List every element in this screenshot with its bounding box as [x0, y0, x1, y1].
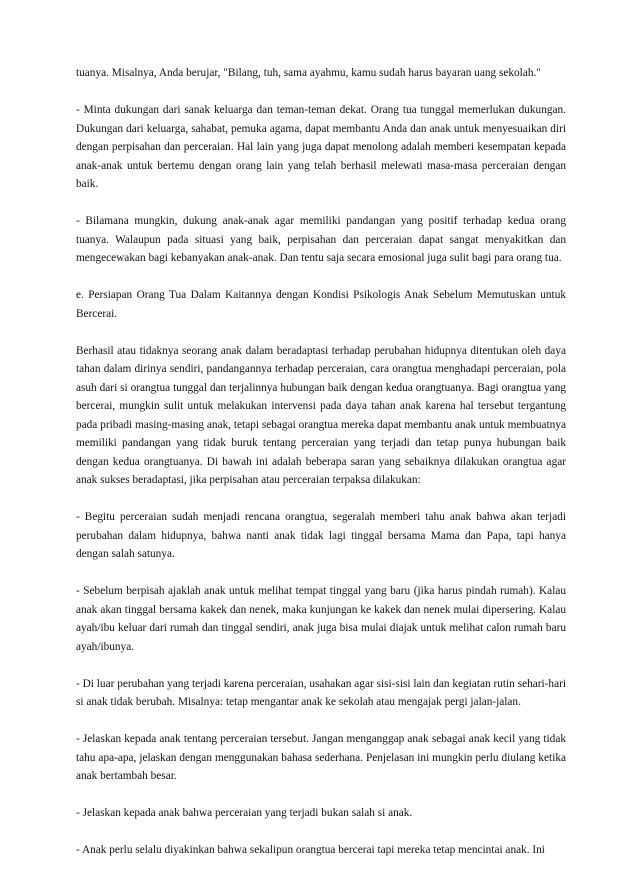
paragraph-continuation: tuanya. Misalnya, Anda berujar, "Bilang, tuh, sama ayahmu, kamu sudah harus bayaran uang sekolah." [76, 67, 541, 79]
paragraph-not-childs-fault: - Jelaskan kepada anak bahwa perceraian yang terjadi bukan salah si anak. [76, 807, 413, 819]
paragraph-new-home: - Sebelum berpisah ajaklah anak untuk melihat tempat tinggal yang baru (jika harus pindah rumah). Kalau anak akan tinggal bersama kakek dan nenek, maka kunjungan ke kakek dan nenek mulai dipersering. Kalau ayah/ibu keluar dari rumah dan tinggal sendiri, anak juga bisa mulai diajak untuk melihat calon rumah baru ayah/ibunya. [76, 585, 566, 653]
paragraph-adaptation: Berhasil atau tidaknya seorang anak dalam beradaptasi terhadap perubahan hidupnya ditentukan oleh daya tahan dalam dirinya sendiri, pandangannya terhadap perceraian, cara orangtua menghadapi perceraian, pola asuh dari si orangtua tunggal dan terjalinnya hubungan baik dengan kedua orangtuanya. Bagi orangtua yang bercerai, mungkin sulit untuk melakukan intervensi pada daya tahan anak karena hal tersebut tergantung pada pribadi masing-masing anak, tetapi sebagai orangtua mereka dapat membantu anak untuk membuatnya memiliki pandangan yang tidak buruk tentang perceraian yang terjadi dan tetap punya hubungan baik dengan kedua orangtuanya. Di bawah ini adalah beberapa saran yang sebaiknya dilakukan orangtua agar anak sukses beradaptasi, jika perpisahan atau perceraian terpaksa dilakukan: [76, 344, 566, 486]
paragraph-positive-view: - Bilamana mungkin, dukung anak-anak agar memiliki pandangan yang positif terhadap kedua orang tuanya. Walaupun pada situasi yang baik, perpisahan dan perceraian dapat sangat menyakitkan dan mengecewakan bagi kebanyakan anak-anak. Dan tentu saja secara emosional juga sulit bagi para orang tua. [76, 215, 566, 264]
section-heading: e. Persiapan Orang Tua Dalam Kaitannya dengan Kondisi Psikologis Anak Sebelum Memutuskan untuk Bercerai. [76, 289, 566, 320]
document-page [76, 64, 566, 878]
paragraph-explain-divorce: - Jelaskan kepada anak tentang perceraian tersebut. Jangan menganggap anak sebagai anak kecil yang tidak tahu apa-apa, jelaskan dengan menggunakan bahasa sederhana. Penjelasan ini mungkin perlu diulang ketika anak bertambah besar. [76, 733, 566, 782]
paragraph-support-family: - Minta dukungan dari sanak keluarga dan teman-teman dekat. Orang tua tunggal memerlukan dukungan. Dukungan dari keluarga, sahabat, pemuka agama, dapat membantu Anda dan anak untuk menyesuaikan diri dengan perpisahan dan perceraian. Hal lain yang juga dapat menolong adalah memberi kesempatan kepada anak-anak untuk bertemu dengan orang lain yang telah berhasil melewati masa-masa perceraian dengan baik. [76, 104, 566, 190]
paragraph-routine: - Di luar perubahan yang terjadi karena perceraian, usahakan agar sisi-sisi lain dan kegiatan rutin sehari-hari si anak tidak berubah. Misalnya: tetap mengantar anak ke sekolah atau mengajak pergi jalan-jalan. [76, 677, 566, 708]
paragraph-reassure-love: - Anak perlu selalu diyakinkan bahwa sekalipun orangtua bercerai tapi mereka tetap mencintai anak. Ini [76, 844, 545, 856]
paragraph-inform-child: - Begitu perceraian sudah menjadi rencana orangtua, segeralah memberi tahu anak bahwa akan terjadi perubahan dalam hidupnya, bahwa nanti anak tidak lagi tinggal bersama Mama dan Papa, tapi hanya dengan salah satunya. [76, 511, 566, 560]
